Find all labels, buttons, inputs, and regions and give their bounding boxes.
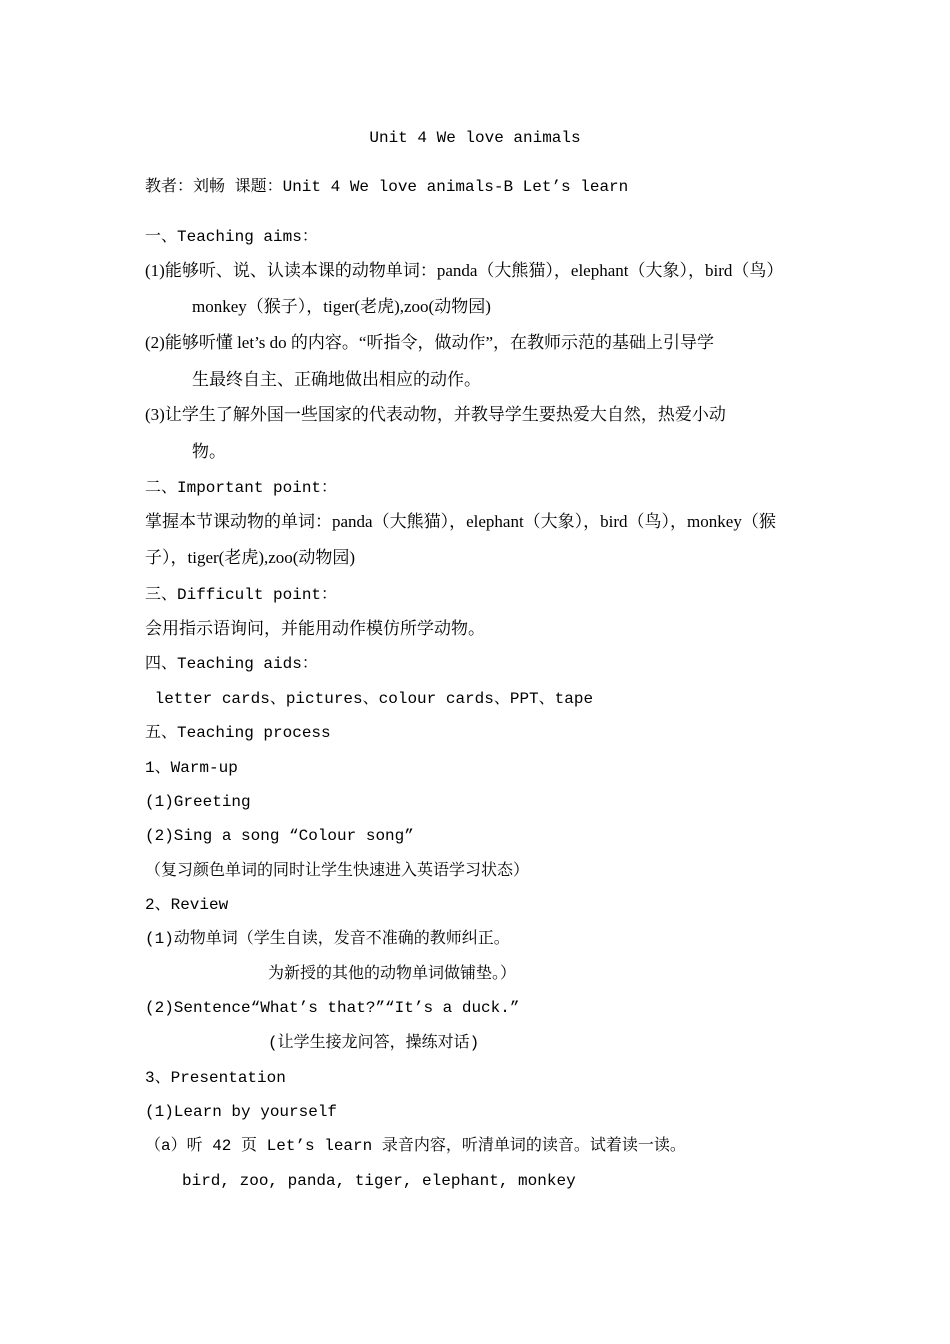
step-review: 2、Review [145,896,229,914]
review-1-line-1: (1)动物单词（学生自读，发音不准确的教师纠正。 [145,930,510,948]
section-heading-aids: 四、Teaching aids： [145,655,318,673]
word-list: bird, zoo, panda, tiger, elephant, monkey [182,1172,576,1190]
review-2-line-1: (2)Sentence“What’s that?”“It’s a duck.” [145,999,520,1017]
aim-3-line-1: (3)让学生了解外国一些国家的代表动物，并教导学生要热爱大自然，热爱小动 [145,405,726,424]
aim-1-line-1: (1)能够听、说、认读本课的动物单词：panda（大熊猫），elephant（大象），bird（鸟） [145,261,784,280]
step-warmup: 1、Warm-up [145,759,238,777]
important-line-1: 掌握本节课动物的单词：panda（大熊猫），elephant（大象），bird（鸟），monkey（猴 [145,512,776,531]
sing-note: （复习颜色单词的同时让学生快速进入英语学习状态） [145,862,530,880]
section-heading-important: 二、Important point： [145,479,338,497]
document-title: Unit 4 We love animals [369,129,581,147]
review-2-line-2: (让学生接龙问答，操练对话) [268,1034,480,1052]
aim-1-line-2: monkey（猴子），tiger(老虎),zoo(动物园) [192,297,491,316]
teacher-line: 教者：刘畅 课题：Unit 4 We love animals-B Let’s learn [145,178,629,196]
aim-3-line-2: 物。 [192,442,226,461]
step-presentation: 3、Presentation [145,1069,286,1087]
aim-2-line-1: (2)能够听懂 let’s do 的内容。“听指令，做动作”，在教师示范的基础上引导学 [145,333,714,352]
step-sing: (2)Sing a song “Colour song” [145,827,414,845]
review-1-line-2: 为新授的其他的动物单词做铺垫。） [268,965,517,983]
step-greeting: (1)Greeting [145,793,251,811]
section-heading-process: 五、Teaching process [145,724,331,742]
step-learn: (1)Learn by yourself [145,1103,338,1121]
difficult-line: 会用指示语询问，并能用动作模仿所学动物。 [145,619,485,638]
aim-2-line-2: 生最终自主、正确地做出相应的动作。 [192,370,481,389]
section-heading-difficult: 三、Difficult point： [145,586,338,604]
important-line-2: 子），tiger(老虎),zoo(动物园) [145,548,356,567]
aids-line: letter cards、pictures、colour cards、PPT、tape [145,690,594,708]
learn-a-line: （a）听 42 页 Let’s learn 录音内容，听清单词的读音。试着读一读。 [145,1137,686,1155]
section-heading-aims: 一、Teaching aims： [145,228,318,246]
